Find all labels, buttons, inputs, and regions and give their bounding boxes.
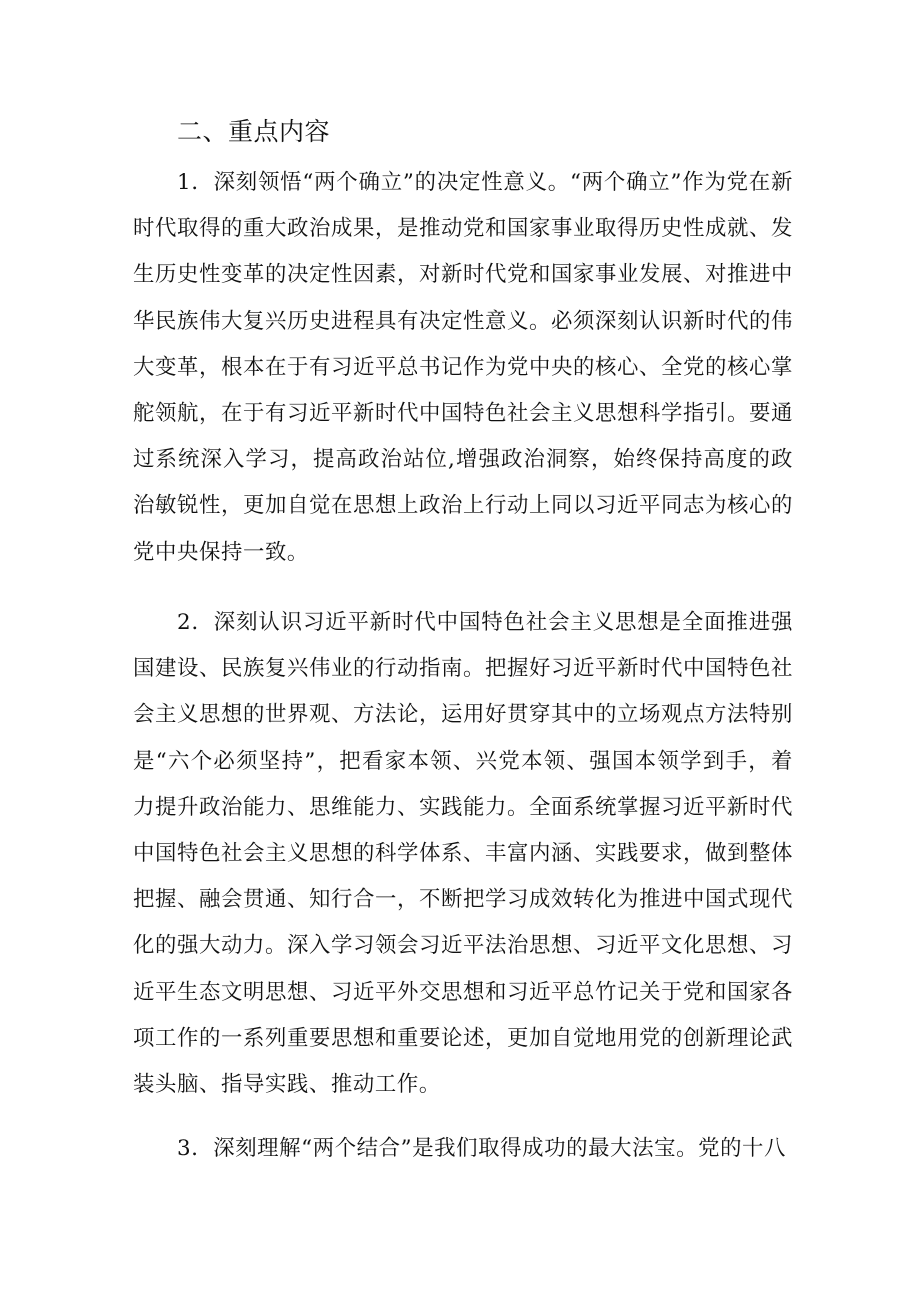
paragraph-3: 3．深刻理解“两个结合”是我们取得成功的最大法宝。党的十八 [177,1136,787,1161]
section-heading: 二、重点内容 [177,117,331,146]
paragraph-2: 2．深刻认识习近平新时代中国特色社会主义思想是全面推进强国建设、民族复兴伟业的行动指南。把握好习近平新时代中国特色社会主义思想的世界观、方法论，运用好贯穿其中的立场观点方法特别是“六个必须坚持”，把看家本领、兴党本领、强国本领学到手，着力提升政治能力、思维能力、实践能力。全面系统掌握习近平新时代中国特色社会主义思想的科学体系、丰富内涵、实践要求，做到整体把握、融会贯通、知行合一，不断把学习成效转化为推进中国式现代化的强大动力。深入学习领会习近平法治思想、习近平文化思想、习近平生态文明思想、习近平外交思想和习近平总竹记关于党和国家各项工作的一系列重要思想和重要论述，更加自觉地用党的创新理论武装头脑、指导实践、推动工作。 [133,610,793,1098]
paragraph-1: 1．深刻领悟“两个确立”的决定性意义。“两个确立”作为党在新时代取得的重大政治成果，是推动党和国家事业取得历史性成就、发生历史性变革的决定性因素，对新时代党和国家事业发展、对推进中华民族伟大复兴历史进程具有决定性意义。必须深刻认识新时代的伟大变革，根本在于有习近平总书记作为党中央的核心、全党的核心掌舵领航，在于有习近平新时代中国特色社会主义思想科学指引。要通过系统深入学习，提高政治站位,增强政治洞察，始终保持高度的政治敏锐性，更加自觉在思想上政治上行动上同以习近平同志为核心的党中央保持一致。 [133,170,793,565]
